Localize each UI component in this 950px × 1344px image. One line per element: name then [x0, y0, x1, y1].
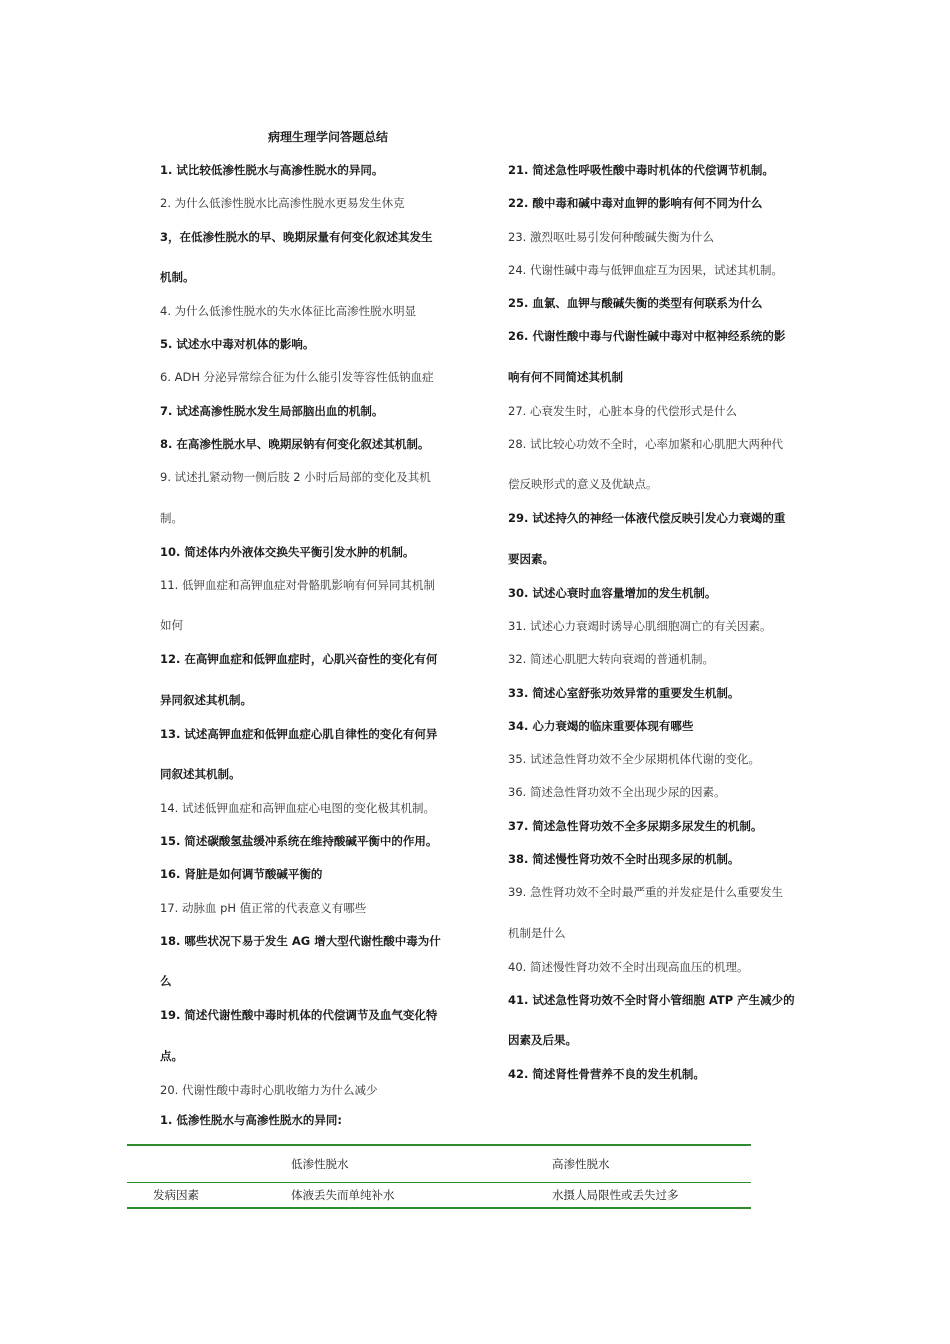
- question-item: [160, 428, 480, 461]
- question-text: 11. 低钾血症和高钾血症对骨骼肌影响有何异同其机制: [160, 577, 435, 592]
- question-item: [160, 999, 480, 1073]
- question-item: [508, 710, 818, 743]
- section-heading: 1. 低渗性脱水与高渗性脱水的异同:: [160, 1113, 342, 1127]
- question-item: [160, 892, 480, 925]
- question-item: [160, 643, 480, 717]
- question-text: 21. 简述急性呼吸性酸中毒时机体的代偿调节机制。: [508, 163, 774, 177]
- question-text: 32. 简述心肌肥大转向衰竭的普通机制。: [508, 652, 714, 667]
- question-item: [160, 361, 480, 394]
- question-item: [508, 951, 818, 984]
- question-text: 2. 为什么低渗性脱水比高渗性脱水更易发生休克: [160, 196, 405, 211]
- question-text: 7. 试述高渗性脱水发生局部脑出血的机制。: [160, 403, 384, 418]
- question-text: 22. 酸中毒和碱中毒对血钾的影响有何不同为什么: [508, 196, 763, 211]
- question-text: 12. 在高钾血症和低钾血症时，心肌兴奋性的变化有何: [160, 652, 438, 667]
- question-text-continued: 点。: [160, 1048, 183, 1063]
- question-text: 38. 简述慢性肾功效不全时出现多尿的机制。: [508, 852, 740, 867]
- question-text: 13. 试述高钾血症和低钾血症心肌自律性的变化有何异: [160, 726, 438, 741]
- question-item: [160, 187, 480, 220]
- question-text: 26. 代谢性酸中毒与代谢性碱中毒对中枢神经系统的影: [508, 329, 786, 344]
- comparison-table: [127, 1144, 751, 1209]
- question-text: 34. 心力衰竭的临床重要体现有哪些: [508, 718, 694, 733]
- question-text: 8. 在高渗性脱水早、晚期尿钠有何变化叙述其机制。: [160, 437, 430, 452]
- question-text: 39. 急性肾功效不全时最严重的并发症是什么重要发生: [508, 885, 783, 900]
- question-item: [160, 221, 480, 295]
- question-text-continued: 机制是什么: [508, 925, 566, 940]
- question-item: [508, 876, 818, 950]
- table-cell: 水摄人局限性或丢失过多: [552, 1183, 751, 1209]
- question-text: 16. 肾脏是如何调节酸碱平衡的: [160, 867, 323, 882]
- question-item: [160, 825, 480, 858]
- question-text: 4. 为什么低渗性脱水的失水体征比高渗性脱水明显: [160, 303, 417, 318]
- question-text: 15. 简述碳酸氢盐缓冲系统在维持酸碱平衡中的作用。: [160, 834, 438, 849]
- question-text: 14. 试述低钾血症和高钾血症心电图的变化极其机制。: [160, 800, 435, 815]
- question-text-continued: 偿反映形式的意义及优缺点。: [508, 477, 658, 492]
- question-item: [508, 395, 818, 428]
- table-cell: 发病因素: [127, 1183, 291, 1209]
- question-item: [508, 1058, 818, 1091]
- table-header-row: [127, 1145, 751, 1183]
- question-text: 31. 试述心力衰竭时诱导心肌细胞凋亡的有关因素。: [508, 618, 772, 633]
- question-item: [508, 810, 818, 843]
- question-item: [160, 925, 480, 999]
- question-item: [160, 718, 480, 792]
- question-text: 41. 试述急性肾功效不全时肾小管细胞 ATP 产生减少的: [508, 992, 795, 1007]
- table-header-cell: 高渗性脱水: [552, 1145, 751, 1183]
- question-item: [160, 858, 480, 891]
- question-text: 17. 动脉血 pH 值正常的代表意义有哪些: [160, 900, 367, 915]
- question-text: 20. 代谢性酸中毒时心肌收缩力为什么减少: [160, 1082, 378, 1097]
- question-item: [160, 328, 480, 361]
- question-text: 24. 代谢性碱中毒与低钾血症互为因果，试述其机制。: [508, 262, 783, 277]
- question-text-continued: 因素及后果。: [508, 1033, 577, 1048]
- question-item: [160, 536, 480, 569]
- question-item: [160, 1074, 480, 1107]
- question-text: 25. 血氯、血钾与酸碱失衡的类型有何联系为什么: [508, 296, 763, 311]
- question-item: [160, 295, 480, 328]
- question-item: [160, 395, 480, 428]
- question-item: [508, 187, 818, 220]
- question-item: [160, 569, 480, 643]
- question-list-left: [160, 154, 480, 1107]
- question-item: [160, 461, 480, 535]
- question-item: [508, 502, 818, 576]
- question-list-right: [508, 154, 818, 1092]
- question-item: [160, 792, 480, 825]
- question-text: 5. 试述水中毒对机体的影响。: [160, 337, 315, 352]
- question-item: [508, 776, 818, 809]
- question-text: 29. 试述持久的神经一体液代偿反映引发心力衰竭的重: [508, 511, 786, 526]
- question-text: 27. 心衰发生时，心脏本身的代偿形式是什么: [508, 403, 737, 418]
- question-item: [508, 287, 818, 320]
- question-text: 33. 简述心室舒张功效异常的重要发生机制。: [508, 685, 740, 700]
- question-text: 9. 试述扎紧动物一侧后肢 2 小时后局部的变化及其机: [160, 470, 431, 485]
- question-text: 37. 简述急性肾功效不全多尿期多尿发生的机制。: [508, 818, 763, 833]
- question-item: [160, 154, 480, 187]
- question-text-continued: 同叙述其机制。: [160, 766, 241, 781]
- question-item: [508, 221, 818, 254]
- question-item: [508, 677, 818, 710]
- question-text: 23. 激烈呕吐易引发何种酸碱失衡为什么: [508, 229, 714, 244]
- table-header-cell: 低渗性脱水: [291, 1145, 552, 1183]
- question-text-continued: 如何: [160, 618, 183, 633]
- question-item: [508, 254, 818, 287]
- question-text: 36. 简述急性肾功效不全出现少尿的因素。: [508, 785, 726, 800]
- question-item: [508, 610, 818, 643]
- question-text: 42. 简述肾性骨营养不良的发生机制。: [508, 1067, 705, 1082]
- table-row: [127, 1183, 751, 1209]
- question-text: 35. 试述急性肾功效不全少尿期机体代谢的变化。: [508, 752, 760, 767]
- question-text: 10. 简述体内外液体交换失平衡引发水肿的机制。: [160, 544, 415, 559]
- question-text-continued: 异同叙述其机制。: [160, 692, 252, 707]
- question-item: [508, 320, 818, 394]
- question-text: 19. 简述代谢性酸中毒时机体的代偿调节及血气变化特: [160, 1008, 438, 1023]
- question-text-continued: 机制。: [160, 269, 195, 284]
- question-text-continued: 么: [160, 974, 172, 989]
- question-text: 18. 哪些状况下易于发生 AG 增大型代谢性酸中毒为什: [160, 934, 441, 949]
- table-header-cell: [127, 1145, 291, 1183]
- question-text-continued: 制。: [160, 510, 183, 525]
- question-item: [508, 577, 818, 610]
- question-item: [508, 428, 818, 502]
- question-text-continued: 响有何不同简述其机制: [508, 369, 623, 384]
- question-item: [508, 843, 818, 876]
- question-text: 1. 试比较低渗性脱水与高渗性脱水的异同。: [160, 163, 384, 177]
- question-text: 30. 试述心衰时血容量增加的发生机制。: [508, 585, 717, 600]
- question-text: 6. ADH 分泌异常综合征为什么能引发等容性低钠血症: [160, 370, 434, 385]
- question-item: [508, 984, 818, 1058]
- question-item: [508, 743, 818, 776]
- question-text: 3，在低渗性脱水的早、晚期尿量有何变化叙述其发生: [160, 229, 433, 244]
- table-cell: 体液丢失而单纯补水: [291, 1183, 552, 1209]
- question-text: 40. 简述慢性肾功效不全时出现高血压的机理。: [508, 959, 749, 974]
- page-title: 病理生理学问答题总结: [268, 130, 389, 144]
- question-text-continued: 要因素。: [508, 551, 554, 566]
- question-item: [508, 643, 818, 676]
- question-text: 28. 试比较心功效不全时，心率加紧和心肌肥大两种代: [508, 437, 783, 452]
- question-item: [508, 154, 818, 187]
